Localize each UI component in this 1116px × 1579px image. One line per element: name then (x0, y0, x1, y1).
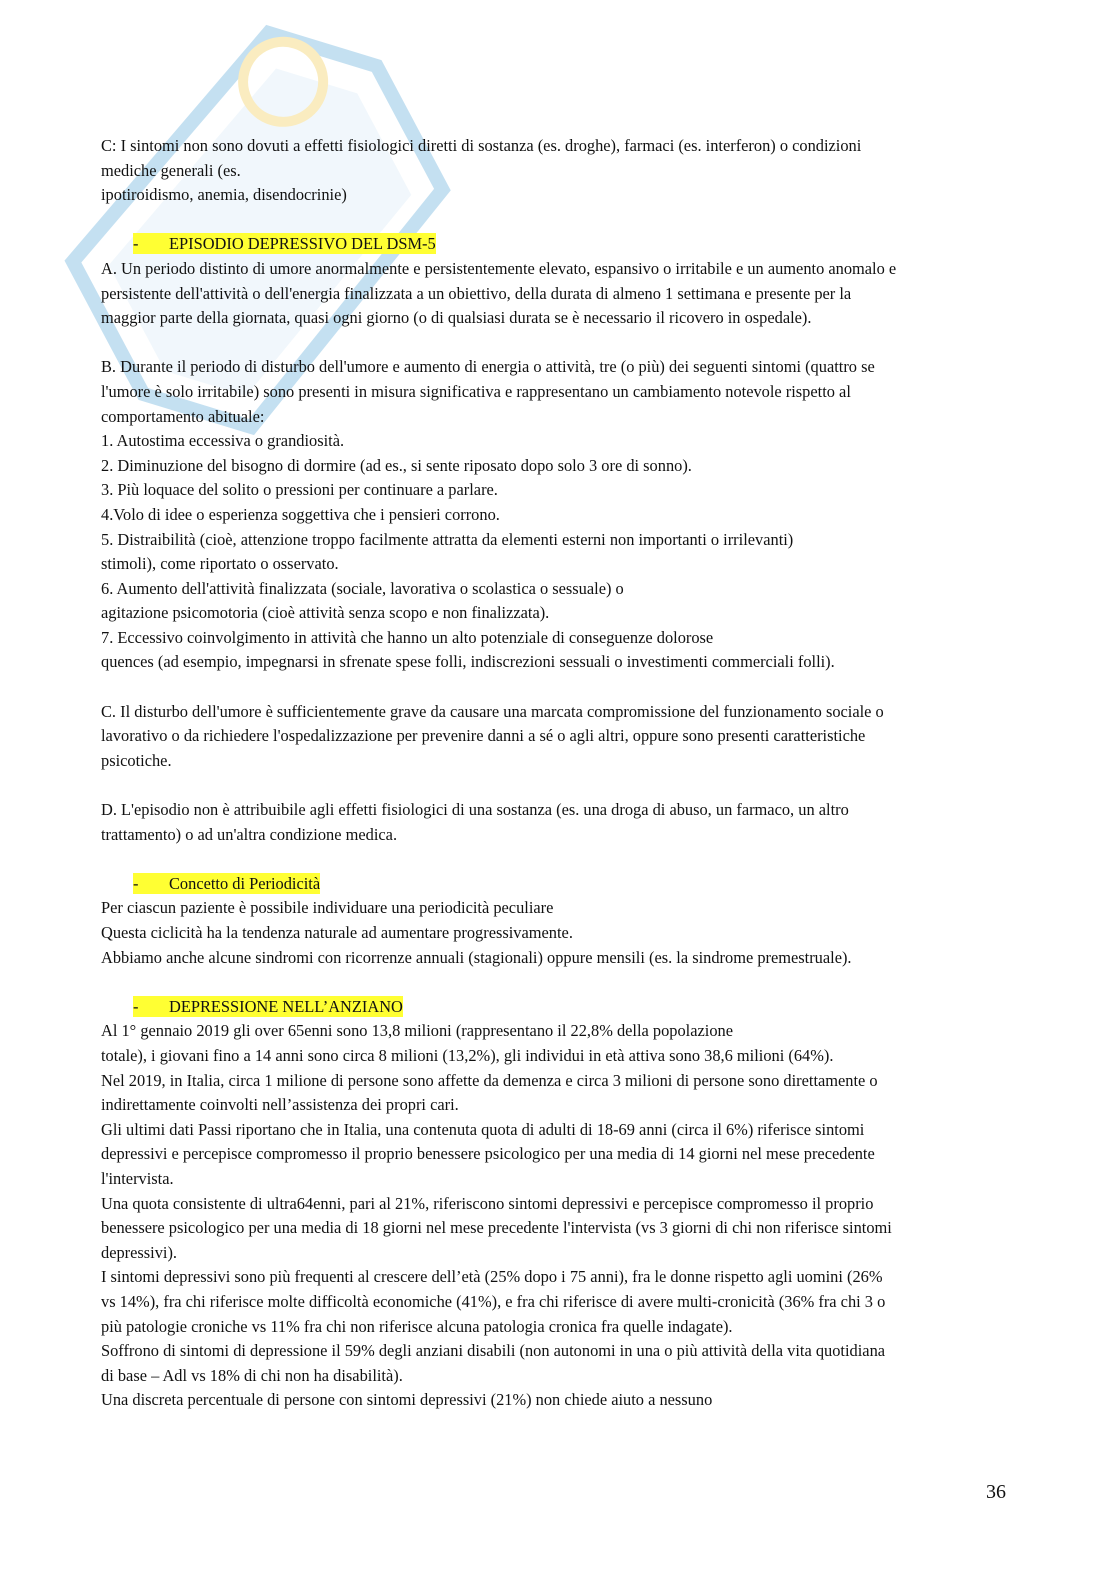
text-line: indirettamente coinvolti nell’assistenza dei propri cari. (101, 1095, 459, 1115)
criterion-a (101, 257, 1021, 331)
text-line: totale), i giovani fino a 14 anni sono circa 8 milioni (13,2%), gli individui in età attiva sono 38,6 milioni (64%). (101, 1045, 834, 1065)
heading-episodio-depressivo: - EPISODIO DEPRESSIVO DEL DSM-5 (133, 234, 436, 254)
anziano-section (101, 1019, 1021, 1413)
text-line: Una discreta percentuale di persone con sintomi depressivi (21%) non chiede aiuto a nessuno (101, 1390, 713, 1410)
text-line: l'intervista. (101, 1168, 174, 1188)
criterion-d (101, 798, 1021, 847)
criterion-c (101, 700, 1021, 774)
text-line: di base – Adl vs 18% di chi non ha disabilità). (101, 1365, 403, 1385)
text-line: agitazione psicomotoria (cioè attività senza scopo e non finalizzata). (101, 603, 550, 623)
section-c-intro (101, 134, 1021, 208)
list-item: 2. Diminuzione del bisogno di dormire (ad es., si sente riposato dopo solo 3 ore di sonno). (101, 455, 692, 475)
text-line: stimoli), come riportato o osservato. (101, 554, 339, 574)
text-line: mediche generali (es. (101, 160, 241, 180)
list-item: 1. Autostima eccessiva o grandiosità. (101, 431, 345, 451)
page-number: 36 (986, 1481, 1006, 1503)
text-line: Per ciascun paziente è possibile individuare una periodicità peculiare (101, 898, 554, 918)
text-line: Nel 2019, in Italia, circa 1 milione di persone sono affette da demenza e circa 3 milioni di persone sono direttamente o (101, 1070, 878, 1090)
text-line: C: I sintomi non sono dovuti a effetti fisiologici diretti di sostanza (es. droghe), farmaci (es. interferon) o condizioni (101, 136, 862, 155)
text-line: I sintomi depressivi sono più frequenti al crescere dell’età (25% dopo i 75 anni), fra le donne rispetto agli uomini (26% (101, 1267, 883, 1287)
text-line: trattamento) o ad un'altra condizione medica. (101, 824, 398, 844)
text-line: Al 1° gennaio 2019 gli over 65enni sono 13,8 milioni (rappresentano il 22,8% della popolazione (101, 1021, 733, 1041)
text-line: Abbiamo anche alcune sindromi con ricorrenze annuali (stagionali) oppure mensili (es. la sindrome premestruale). (101, 947, 852, 967)
text-line: B. Durante il periodo di disturbo dell'umore e aumento di energia o attività, tre (o più) dei seguenti sintomi (quattro se (101, 357, 875, 377)
text-line: lavorativo o da richiedere l'ospedalizzazione per prevenire danni a sé o agli altri, oppure sono presenti caratteristiche (101, 726, 866, 746)
text-line: depressivi e percepisce compromesso il proprio benessere psicologico per una media di 14 giorni nel mese precedente (101, 1144, 875, 1164)
list-item: 3. Più loquace del solito o pressioni per continuare a parlare. (101, 480, 498, 500)
text-line: Gli ultimi dati Passi riportano che in Italia, una contenuta quota di adulti di 18-69 anni (circa il 6%) riferisce sintomi (101, 1119, 865, 1139)
text-line: più patologie croniche vs 11% fra chi non riferisce alcuna patologia cronica fra quelle indagate). (101, 1316, 733, 1336)
text-line: maggior parte della giornata, quasi ogni giorno (o di qualsiasi durata se è necessario il ricovero in ospedale). (101, 308, 812, 328)
list-item: 5. Distraibilità (cioè, attenzione troppo facilmente attratta da elementi esterni non importanti o irrilevanti) (101, 529, 794, 549)
text-line: C. Il disturbo dell'umore è sufficientemente grave da causare una marcata compromissione del funzionamento sociale o (101, 701, 884, 721)
text-line: Una quota consistente di ultra64enni, pari al 21%, riferiscono sintomi depressivi e percepisce compromesso il proprio (101, 1193, 874, 1213)
text-line: benessere psicologico per una media di 18 giorni nel mese precedente l'intervista (vs 3 giorni di chi non riferisce sintomi (101, 1218, 892, 1238)
text-line: l'umore è solo irritabile) sono presenti in misura significativa e rappresentano un cambiamento notevole rispetto al (101, 381, 851, 401)
heading-periodicita: - Concetto di Periodicità (133, 873, 321, 893)
text-line: depressivi). (101, 1242, 178, 1262)
text-line: Soffrono di sintomi di depressione il 59% degli anziani disabili (non autonomi in una o più attività della vita quotidiana (101, 1341, 886, 1361)
text-line: ipotiroidismo, anemia, disendocrinie) (101, 185, 347, 205)
text-line: persistente dell'attività o dell'energia finalizzata a un obiettivo, della durata di almeno 1 settimana e presente per la (101, 283, 852, 303)
text-line: comportamento abituale: (101, 406, 265, 426)
document-page (101, 134, 1021, 1413)
list-item: 6. Aumento dell'attività finalizzata (sociale, lavorativa o scolastica o sessuale) o (101, 578, 624, 598)
text-line: vs 14%), fra chi riferisce molte difficoltà economiche (41%), e fra chi riferisce di avere multi-cronicità (36% fra chi 3 o (101, 1291, 886, 1311)
text-line: psicotiche. (101, 750, 172, 770)
list-item: 4.Volo di idee o esperienza soggettiva che i pensieri corrono. (101, 504, 500, 524)
text-line: quences (ad esempio, impegnarsi in sfrenate spese folli, indiscrezioni sessuali o investimenti commerciali folli). (101, 652, 835, 672)
heading-depressione-anziano: - DEPRESSIONE NELL’ANZIANO (133, 996, 403, 1016)
criterion-b (101, 355, 1021, 675)
text-line: D. L'episodio non è attribuibile agli effetti fisiologici di una sostanza (es. una droga di abuso, un farmaco, un altro (101, 800, 849, 820)
text-line: A. Un periodo distinto di umore anormalmente e persistentemente elevato, espansivo o irritabile e un aumento anomalo e (101, 258, 897, 278)
text-line: Questa ciclicità ha la tendenza naturale ad aumentare progressivamente. (101, 923, 573, 942)
list-item: 7. Eccessivo coinvolgimento in attività che hanno un alto potenziale di conseguenze dolorose (101, 627, 714, 647)
periodicita-section (101, 896, 1021, 970)
